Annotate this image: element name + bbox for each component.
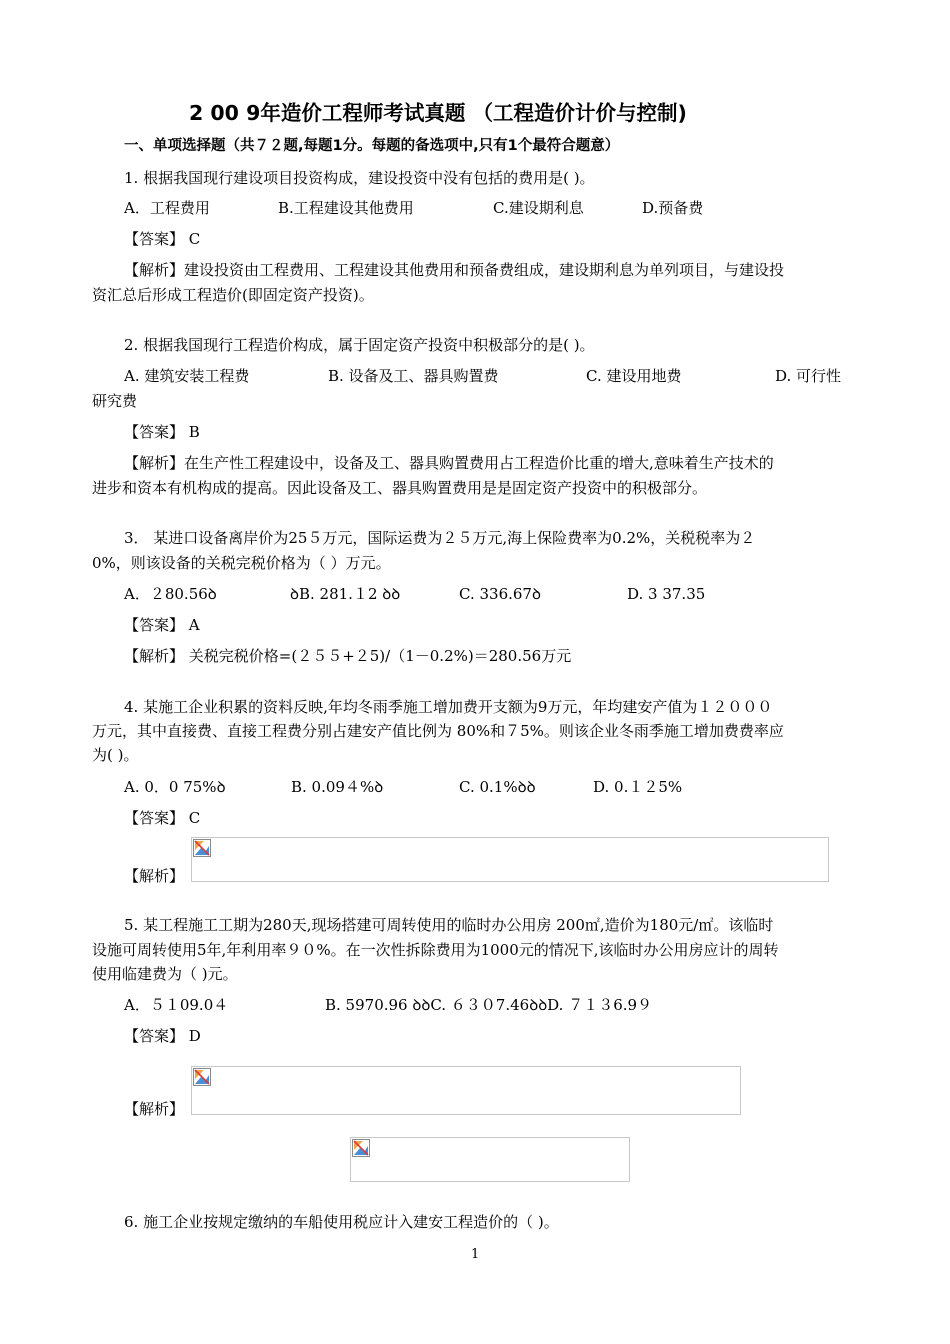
q5-analysis-image-1: [191, 1066, 741, 1115]
q6-stem: 6. 施工企业按规定缴纳的车船使用税应计入建安工程造价的（ )。: [124, 1213, 559, 1231]
q2-analysis-line-2: 进步和资本有机构成的提高。因此设备及工、器具购置费用是是固定资产投资中的积极部分。: [92, 479, 708, 497]
q2-option-c: C. 建设用地费: [586, 367, 682, 385]
q1-analysis-line-2: 资汇总后形成工程造价(即固定资产投资)。: [92, 286, 374, 304]
q4-analysis-label: 【解析】: [124, 867, 185, 885]
q3-option-b: ꝺB. 281.１2 ꝺꝺ: [290, 585, 401, 603]
q3-option-a: A．２80.56ꝺ: [124, 585, 217, 603]
q3-stem-line-2: 0%，则该设备的关税完税价格为（ ）万元。: [92, 554, 391, 572]
q5-options-b-c-d: B. 5970.96 ꝺꝺC. ６３０7.46ꝺꝺD. ７１３6.9９: [325, 996, 653, 1014]
q3-stem-line-1: 3． 某进口设备离岸价为25５万元，国际运费为２５万元,海上保险费率为0.2%，关税税率为２: [124, 529, 756, 547]
q5-analysis-image-2: [350, 1137, 630, 1182]
q1-analysis-line-1: 【解析】建设投资由工程费用、工程建设其他费用和预备费组成，建设期利息为单列项目，与建设投: [124, 261, 785, 279]
q2-answer: 【答案】 B: [124, 423, 200, 441]
q1-option-c: C.建设期利息: [493, 199, 584, 217]
q4-stem-line-1: 4. 某施工企业积累的资料反映,年均冬雨季施工增加费开支额为9万元，年均建安产值为１２０００: [124, 698, 773, 716]
section-heading: 一、单项选择题（共７２题,每题1分。每题的备选项中,只有1个最符合题意）: [124, 138, 620, 154]
broken-image-icon: [193, 1068, 211, 1086]
q5-stem-line-2: 设施可周转使用5年,年利用率９０%。在一次性拆除费用为1000元的情况下,该临时办公用房应计的周转: [92, 941, 779, 959]
q3-analysis: 【解析】 关税完税价格=(２５５+２5)/（1－0.2%)＝280.56万元: [124, 647, 572, 665]
q1-stem: 1. 根据我国现行建设项目投资构成，建设投资中没有包括的费用是( )。: [124, 169, 595, 187]
q3-option-d: D. 3 37.35: [627, 585, 706, 603]
q5-answer: 【答案】 D: [124, 1027, 201, 1045]
q2-stem: 2. 根据我国现行工程造价构成，属于固定资产投资中积极部分的是( )。: [124, 336, 595, 354]
q4-option-a: A. 0．0 75%ꝺ: [124, 778, 226, 796]
q5-stem-line-1: 5. 某工程施工工期为280天,现场搭建可周转使用的临时办公用房 200㎡,造价为180元/㎡。该临时: [124, 916, 774, 934]
q1-option-b: B.工程建设其他费用: [278, 199, 414, 217]
q4-stem-line-2: 万元，其中直接费、直接工程费分别占建安产值比例为 80%和７5%。则该企业冬雨季施工增加费费率应: [92, 722, 784, 740]
q4-answer: 【答案】 C: [124, 809, 201, 827]
broken-image-icon: [193, 839, 211, 857]
q4-option-b: B. 0.09４%ꝺ: [291, 778, 384, 796]
q3-answer: 【答案】 A: [124, 616, 200, 634]
q2-option-a: A. 建筑安装工程费: [124, 367, 250, 385]
q2-analysis-line-1: 【解析】在生产性工程建设中，设备及工、器具购置费用占工程造价比重的增大,意味着生产技术的: [124, 454, 774, 472]
q2-option-d-continued: 研究费: [92, 392, 138, 410]
page-number: 1: [471, 1247, 480, 1262]
q1-option-a: A．工程费用: [124, 199, 210, 217]
q1-option-d: D.预备费: [642, 199, 704, 217]
q3-option-c: C. 336.67ꝺ: [459, 585, 541, 603]
q5-analysis-label: 【解析】: [124, 1100, 185, 1118]
q5-stem-line-3: 使用临建费为（ )元。: [92, 965, 238, 983]
q1-answer: 【答案】 C: [124, 230, 201, 248]
q4-option-c: C. 0.1%ꝺꝺ: [459, 778, 536, 796]
q2-option-b: B. 设备及工、器具购置费: [328, 367, 499, 385]
q4-analysis-image: [191, 837, 829, 882]
document-title: 2 00 9年造价工程师考试真题 （工程造价计价与控制): [189, 101, 687, 125]
q5-option-a: A．５１09.0４: [124, 996, 229, 1014]
q4-option-d: D. 0.１２5%: [593, 778, 683, 796]
broken-image-icon: [352, 1139, 370, 1157]
q4-stem-line-3: 为( )。: [92, 746, 139, 764]
q2-option-d: D. 可行性: [775, 367, 842, 385]
